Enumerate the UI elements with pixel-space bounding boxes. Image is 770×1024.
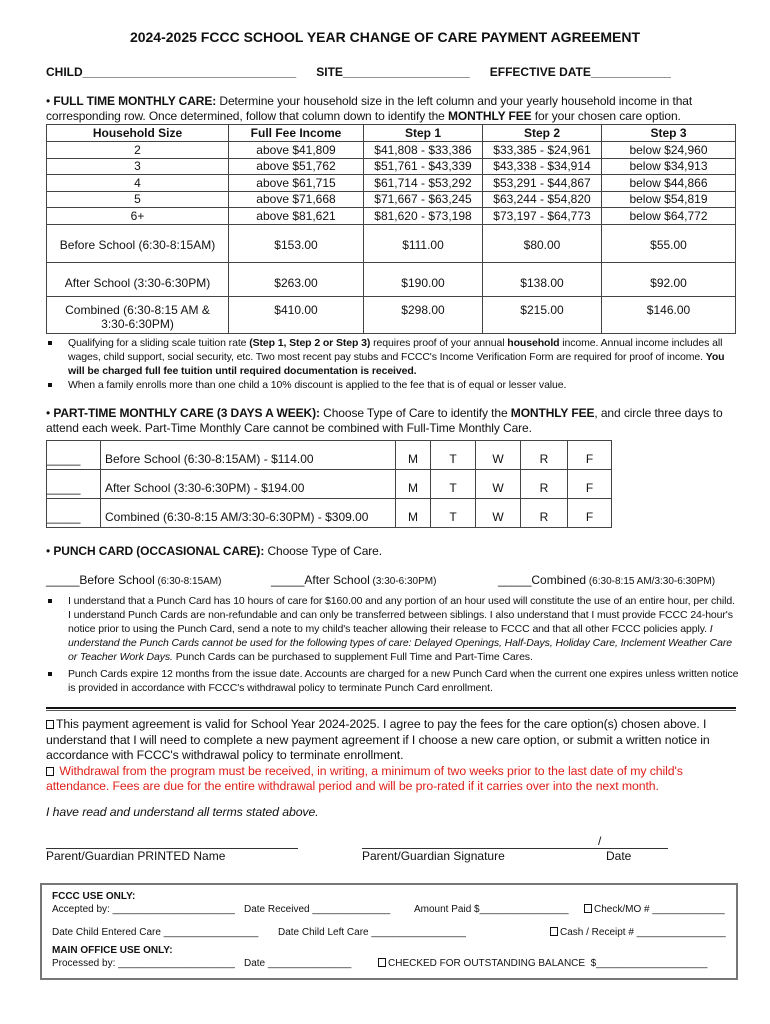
table-cell: $146.00: [602, 296, 736, 333]
day-option-m[interactable]: M: [396, 441, 431, 470]
selection-blank[interactable]: _____: [46, 573, 80, 587]
day-option-m[interactable]: M: [396, 470, 431, 499]
table-cell: $41,808 - $33,386: [364, 142, 483, 159]
income-row: [47, 208, 736, 225]
income-row: [47, 175, 736, 192]
day-option-f[interactable]: F: [568, 499, 612, 528]
table-cell: $55.00: [602, 224, 736, 262]
checkbox-withdrawal[interactable]: [46, 767, 54, 776]
table-cell: $43,338 - $34,914: [483, 158, 602, 175]
option-label: Combined: [531, 573, 587, 587]
note-punch-card-expiry: Punch Cards expire 12 months from the issue date. Accounts are charged for a new Punch Card when the current one expires unless written notice is provided in accordance with FCCC's withdrawal policy to terminate Punch Card enrollment.: [46, 667, 740, 695]
table-cell: $73,197 - $64,773: [483, 208, 602, 225]
table-cell: $61,714 - $53,292: [364, 175, 483, 192]
part-time-row: [47, 499, 612, 528]
table-cell: below $44,866: [602, 175, 736, 192]
option-label: Before School: [79, 573, 155, 587]
part-time-intro: • PART-TIME MONTHLY CARE (3 DAYS A WEEK): Choose Type of Care to identify the MONTHLY FEE, and circle three days to attend each week. Part-Time Monthly Care cannot be combined with Full-Time Monthly Care.: [46, 406, 723, 435]
table-cell: $138.00: [483, 262, 602, 296]
table-cell: Combined (6:30-8:15 AM & 3:30-6:30PM): [47, 296, 229, 333]
table-cell: $33,385 - $24,961: [483, 142, 602, 159]
fccc-use-heading: FCCC USE ONLY:: [52, 891, 136, 902]
table-cell: above $51,762: [229, 158, 364, 175]
fee-row: [47, 296, 736, 333]
column-header: Step 1: [364, 125, 483, 142]
part-time-table: [46, 440, 612, 528]
full-time-intro: • FULL TIME MONTHLY CARE: Determine your household size in the left column and your yearly household income in that corresponding row. Once determined, follow that column down to identify the MONTHLY FEE for your chosen care option.: [46, 94, 693, 123]
table-cell: above $61,715: [229, 175, 364, 192]
checkbox-check-mo[interactable]: [584, 904, 592, 913]
fee-row: [47, 262, 736, 296]
checkbox-cash[interactable]: [550, 927, 558, 936]
column-header: Household Size: [47, 125, 229, 142]
accepted-by-field[interactable]: Accepted by: ______________________: [52, 904, 235, 915]
day-option-t[interactable]: T: [431, 499, 476, 528]
note-punch-card-terms: I understand that a Punch Card has 10 hours of care for $160.00 and any portion of an hour used will constitute the use of an entire hour, per child. I understand Punch Cards are non-refundable and can only be transferred between siblings. I also understand that I must provide FCCC 24-hour's notice prior to using the Punch Card, send a note to my child's teacher allowing their release to FCCC and that all other FCCC policies apply. I understand the Punch Cards cannot be used for the following types of care: Delayed Openings, Half-Days, Holiday Care, Inclement Weather Care or Teacher Work Days. Punch Cards can be purchased to supplement Full Time and Part-Time Cares.: [46, 594, 740, 664]
table-cell: above $41,809: [229, 142, 364, 159]
table-cell: $63,244 - $54,820: [483, 191, 602, 208]
table-cell: $111.00: [364, 224, 483, 262]
withdrawal-statement: Withdrawal from the program must be received, in writing, a minimum of two weeks prior to the last date of my child's attendance. Fees are due for the entire withdrawal period and will be pro-rated if it carries over into the next month.: [46, 763, 683, 793]
table-cell: below $24,960: [602, 142, 736, 159]
table-cell: Before School (6:30-8:15AM): [47, 224, 229, 262]
table-cell: 5: [47, 191, 229, 208]
table-cell: above $81,621: [229, 208, 364, 225]
table-cell: 2: [47, 142, 229, 159]
cash-receipt-field[interactable]: Cash / Receipt # ________________: [560, 927, 726, 938]
care-type-label: Combined (6:30-8:15 AM/3:30-6:30PM) - $309.00: [101, 499, 396, 528]
table-cell: 3: [47, 158, 229, 175]
day-option-f[interactable]: F: [568, 441, 612, 470]
date-separator: /: [598, 834, 602, 848]
income-row: [47, 142, 736, 159]
day-option-r[interactable]: R: [521, 499, 568, 528]
column-header: Step 2: [483, 125, 602, 142]
day-option-w[interactable]: W: [476, 441, 521, 470]
punch-option[interactable]: [46, 573, 221, 587]
table-cell: $215.00: [483, 296, 602, 333]
checkbox-balance[interactable]: [378, 958, 386, 967]
table-cell: $53,291 - $44,867: [483, 175, 602, 192]
day-option-r[interactable]: R: [521, 441, 568, 470]
selection-blank[interactable]: _____: [47, 499, 101, 528]
agreement-statement: This payment agreement is valid for School Year 2024-2025. I agree to pay the fees for the care option(s) chosen above. I understand that I will need to complete a new payment agreement if I choose a new care option, or submit a written notice in accordance with FCCC's withdrawal policy to terminate enrollment.: [46, 717, 710, 762]
day-option-m[interactable]: M: [396, 499, 431, 528]
info-line: [46, 65, 671, 79]
office-date-field[interactable]: Date _______________: [244, 958, 352, 969]
note-discount: When a family enrolls more than one child a 10% discount is applied to the fee that is of equal or lesser value.: [46, 378, 740, 392]
agreement-block: [46, 717, 740, 820]
table-cell: $298.00: [364, 296, 483, 333]
day-option-f[interactable]: F: [568, 470, 612, 499]
table-cell: $51,761 - $43,339: [364, 158, 483, 175]
care-type-label: Before School (6:30-8:15AM) - $114.00: [101, 441, 396, 470]
day-option-r[interactable]: R: [521, 470, 568, 499]
selection-blank[interactable]: _____: [498, 573, 532, 587]
processed-by-field[interactable]: Processed by: _____________________: [52, 958, 235, 969]
selection-blank[interactable]: _____: [271, 573, 305, 587]
note-proof: Qualifying for a sliding scale tuition rate (Step 1, Step 2 or Step 3) requires proof of your annual household income. Annual income includes all wages, child support, social security, etc. Two most recent pay stubs and FCCC's Income Verification Form are required for proof of income. You will be charged full fee tuition until required documentation is received.: [46, 336, 740, 378]
signature-label: Parent/Guardian Signature: [362, 849, 505, 863]
acknowledgement: I have read and understand all terms stated above.: [46, 804, 319, 819]
table-cell: 4: [47, 175, 229, 192]
part-time-row: [47, 470, 612, 499]
date-received-field[interactable]: Date Received ______________: [244, 904, 391, 915]
table-cell: $263.00: [229, 262, 364, 296]
fee-row: [47, 224, 736, 262]
column-header: Full Fee Income: [229, 125, 364, 142]
day-option-t[interactable]: T: [431, 441, 476, 470]
full-time-fee-table: [46, 124, 736, 334]
punch-option[interactable]: [271, 573, 436, 587]
table-cell: $80.00: [483, 224, 602, 262]
punch-card-notes: [46, 594, 740, 695]
day-option-w[interactable]: W: [476, 470, 521, 499]
care-type-label: After School (3:30-6:30PM) - $194.00: [101, 470, 396, 499]
full-time-notes: [46, 336, 740, 392]
table-cell: above $71,668: [229, 191, 364, 208]
selection-blank[interactable]: _____: [47, 470, 101, 499]
table-cell: $410.00: [229, 296, 364, 333]
table-cell: $92.00: [602, 262, 736, 296]
table-cell: below $64,772: [602, 208, 736, 225]
amount-paid-field[interactable]: Amount Paid $________________: [414, 904, 569, 915]
table-cell: $71,667 - $63,245: [364, 191, 483, 208]
child-field[interactable]: CHILD________________________________: [46, 65, 297, 79]
punch-option[interactable]: [498, 573, 715, 587]
date-label: Date: [606, 849, 632, 863]
site-field[interactable]: SITE___________________: [316, 65, 470, 79]
office-use-box: [40, 883, 738, 980]
table-cell: $81,620 - $73,198: [364, 208, 483, 225]
day-option-w[interactable]: W: [476, 499, 521, 528]
income-row: [47, 191, 736, 208]
date-entered-field[interactable]: Date Child Entered Care _________________: [52, 927, 259, 938]
section-divider: [46, 707, 736, 711]
punch-card-intro: • PUNCH CARD (OCCASIONAL CARE): Choose Type of Care.: [46, 544, 382, 558]
part-time-row: [47, 441, 612, 470]
table-cell: 6+: [47, 208, 229, 225]
selection-blank[interactable]: _____: [47, 441, 101, 470]
column-header: Step 3: [602, 125, 736, 142]
day-option-t[interactable]: T: [431, 470, 476, 499]
table-cell: After School (3:30-6:30PM): [47, 262, 229, 296]
table-cell: below $34,913: [602, 158, 736, 175]
table-cell: below $54,819: [602, 191, 736, 208]
option-time: (3:30-6:30PM): [369, 576, 437, 587]
page-title: 2024-2025 FCCC SCHOOL YEAR CHANGE OF CARE PAYMENT AGREEMENT: [129, 29, 641, 45]
printed-name-label: Parent/Guardian PRINTED Name: [46, 849, 226, 863]
main-office-heading: MAIN OFFICE USE ONLY:: [52, 945, 173, 956]
outstanding-balance-field[interactable]: CHECKED FOR OUTSTANDING BALANCE $____________________: [388, 958, 708, 969]
table-cell: $153.00: [229, 224, 364, 262]
date-left-field[interactable]: Date Child Left Care _________________: [278, 927, 466, 938]
table-cell: $190.00: [364, 262, 483, 296]
option-label: After School: [304, 573, 370, 587]
check-mo-field[interactable]: Check/MO # _____________: [594, 904, 725, 915]
option-time: (6:30-8:15 AM/3:30-6:30PM): [586, 576, 716, 587]
checkbox-agreement[interactable]: [46, 720, 54, 729]
income-row: [47, 158, 736, 175]
effective-date-field[interactable]: EFFECTIVE DATE____________: [489, 65, 671, 79]
option-time: (6:30-8:15AM): [154, 576, 222, 587]
